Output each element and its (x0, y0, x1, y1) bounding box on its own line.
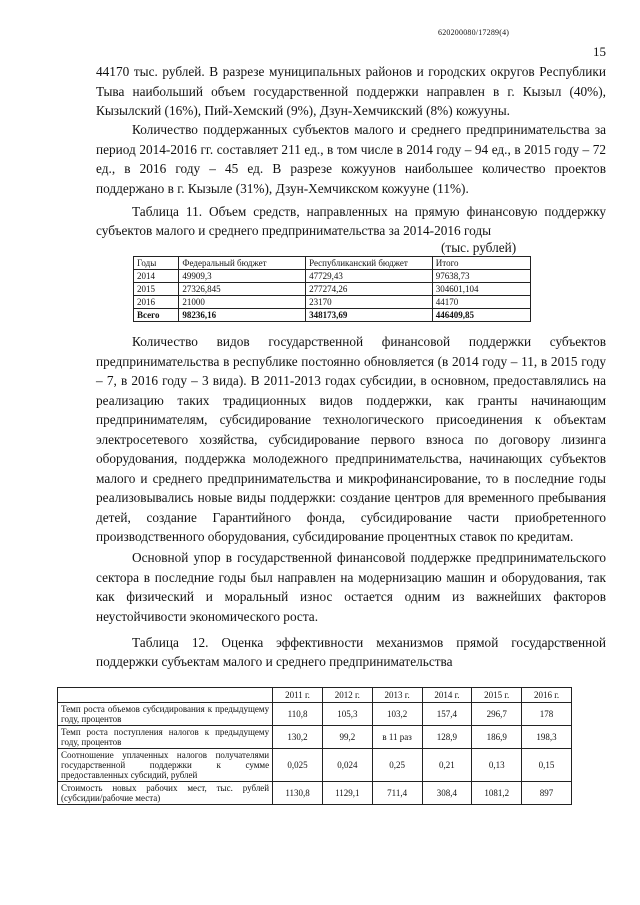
table11-cell: 27326,845 (179, 283, 306, 296)
table12-cell: 0,025 (273, 749, 323, 782)
table11-cell: 446409,85 (432, 309, 530, 322)
paragraph-1: 44170 тыс. рублей. В разрезе муниципальных районов и городских округов Республики Тыва наибольший объем государственной поддержки направлен в г. Кызыл (40%), Кызылский (16%), Пий-Хемский (9%), Дзун-Хемчикский (8%) кожууны. (96, 64, 606, 118)
table12-cell: 157,4 (422, 703, 472, 726)
table11-cell: 277274,26 (306, 283, 433, 296)
table12-cell: 296,7 (472, 703, 522, 726)
paragraph-2: Количество поддержанных субъектов малого и среднего предпринимательства за период 2014-2016 гг. составляет 211 ед., в том числе в 2014 году – 94 ед., в 2015 году – 72 ед., в 2016 году – 45 ед. В разрезе кожуунов наибольшее количество проектов поддержано в г. Кызыле (31%), Дзун-Хемчикском кожууне (11%). (96, 122, 606, 196)
table11-total-row (134, 309, 531, 322)
table12-cell: 186,9 (472, 726, 522, 749)
table-row (58, 703, 572, 726)
table12-cell: 110,8 (273, 703, 323, 726)
table-row (134, 270, 531, 283)
table12-cell: 0,13 (472, 749, 522, 782)
table12-cell: 1081,2 (472, 782, 522, 805)
table11-header-cell: Итого (432, 257, 530, 270)
table12-row-label: Темп роста поступления налогов к предыдущему году, процентов (58, 726, 273, 749)
table12-header-row (58, 688, 572, 703)
table12-cell: в 11 раз (372, 726, 422, 749)
table12-year-cell: 2015 г. (472, 688, 522, 703)
table11-cell: 2016 (134, 296, 179, 309)
table11 (133, 256, 531, 322)
table12-cell: 99,2 (322, 726, 372, 749)
table11-cell: 23170 (306, 296, 433, 309)
table11-header-cell: Республиканский бюджет (306, 257, 433, 270)
table12-year-cell: 2016 г. (522, 688, 572, 703)
table11-units: (тыс. рублей) (441, 240, 517, 255)
table12-cell: 128,9 (422, 726, 472, 749)
table12-year-cell: 2011 г. (273, 688, 323, 703)
table12-cell: 0,21 (422, 749, 472, 782)
table12-cell: 711,4 (372, 782, 422, 805)
table12-cell: 1130,8 (273, 782, 323, 805)
table11-cell: 21000 (179, 296, 306, 309)
table11-cell: 98236,16 (179, 309, 306, 322)
table12-cell: 897 (522, 782, 572, 805)
table12-cell: 0,25 (372, 749, 422, 782)
table11-cell: 44170 (432, 296, 530, 309)
table12-cell: 198,3 (522, 726, 572, 749)
table11-cell: 2014 (134, 270, 179, 283)
table12-corner-cell (58, 688, 273, 703)
table12-cell: 105,3 (322, 703, 372, 726)
table11-cell: 2015 (134, 283, 179, 296)
paragraph-4: Основной упор в государственной финансовой поддержке предпринимательского сектора в последние годы был направлен на модернизацию машин и оборудования, так как физический и моральный износ остается одним из важнейших факторов неустойчивости экономического роста. (96, 550, 606, 624)
paragraph-3: Количество видов государственной финансовой поддержки субъектов предпринимательства в республике постоянно обновляется (в 2014 году – 11, в 2015 году – 7, в 2016 году – 3 вида). В 2011-2013 годах субсидии, в основном, предоставлялись на реализацию таких традиционных видов поддержки, как гранты начинающим предпринимателям, субсидирование технологического присоединения к объектам электросетевого хозяйства, субсидирование первого взноса по договору лизинга оборудования, поддержка молодежного предпринимательства, начинающих субъектов малого и среднего предпринимательства и микрофинансирование, то в последние годы реализовывались новые виды поддержки: создание центров для временного пребывания детей, создание Гарантийного фонда, субсидирование части приобретенного производственного оборудования, субсидирование процентных ставок по кредитам. (96, 334, 606, 544)
table11-header-cell: Федеральный бюджет (179, 257, 306, 270)
table12-cell: 0,024 (322, 749, 372, 782)
table11-cell: 47729,43 (306, 270, 433, 283)
table-row (58, 749, 572, 782)
table12-cell: 308,4 (422, 782, 472, 805)
table11-cell: 49909,3 (179, 270, 306, 283)
table-row (134, 296, 531, 309)
table12-year-cell: 2013 г. (372, 688, 422, 703)
table11-cell: 304601,104 (432, 283, 530, 296)
table11-cell: 348173,69 (306, 309, 433, 322)
table12-row-label: Темп роста объемов субсидирования к предыдущему году, процентов (58, 703, 273, 726)
table12-cell: 178 (522, 703, 572, 726)
table-row (58, 782, 572, 805)
page-number: 15 (593, 44, 606, 59)
table12-year-cell: 2014 г. (422, 688, 472, 703)
table11-header-cell: Годы (134, 257, 179, 270)
table11-cell: Всего (134, 309, 179, 322)
table12-cell: 103,2 (372, 703, 422, 726)
table12-row-label: Стоимость новых рабочих мест, тыс. рублей (субсидии/рабочие места) (58, 782, 273, 805)
table12-caption: Таблица 12. Оценка эффективности механизмов прямой государственной поддержки субъектам малого и среднего предпринимательства (96, 635, 606, 669)
table11-header-row (134, 257, 531, 270)
table12-year-cell: 2012 г. (322, 688, 372, 703)
table11-caption: Таблица 11. Объем средств, направленных на прямую финансовую поддержку субъектов малого и среднего предпринимательства за 2014-2016 годы (96, 204, 606, 238)
table12-cell: 0,15 (522, 749, 572, 782)
table12-cell: 130,2 (273, 726, 323, 749)
table-row (134, 283, 531, 296)
table12-cell: 1129,1 (322, 782, 372, 805)
table12-row-label: Соотношение уплаченных налогов получателями государственной поддержки к сумме предоставленных субсидий, рублей (58, 749, 273, 782)
table-row (58, 726, 572, 749)
table11-cell: 97638,73 (432, 270, 530, 283)
document-number: 620200080/17289(4) (438, 28, 510, 37)
table12 (57, 687, 572, 805)
